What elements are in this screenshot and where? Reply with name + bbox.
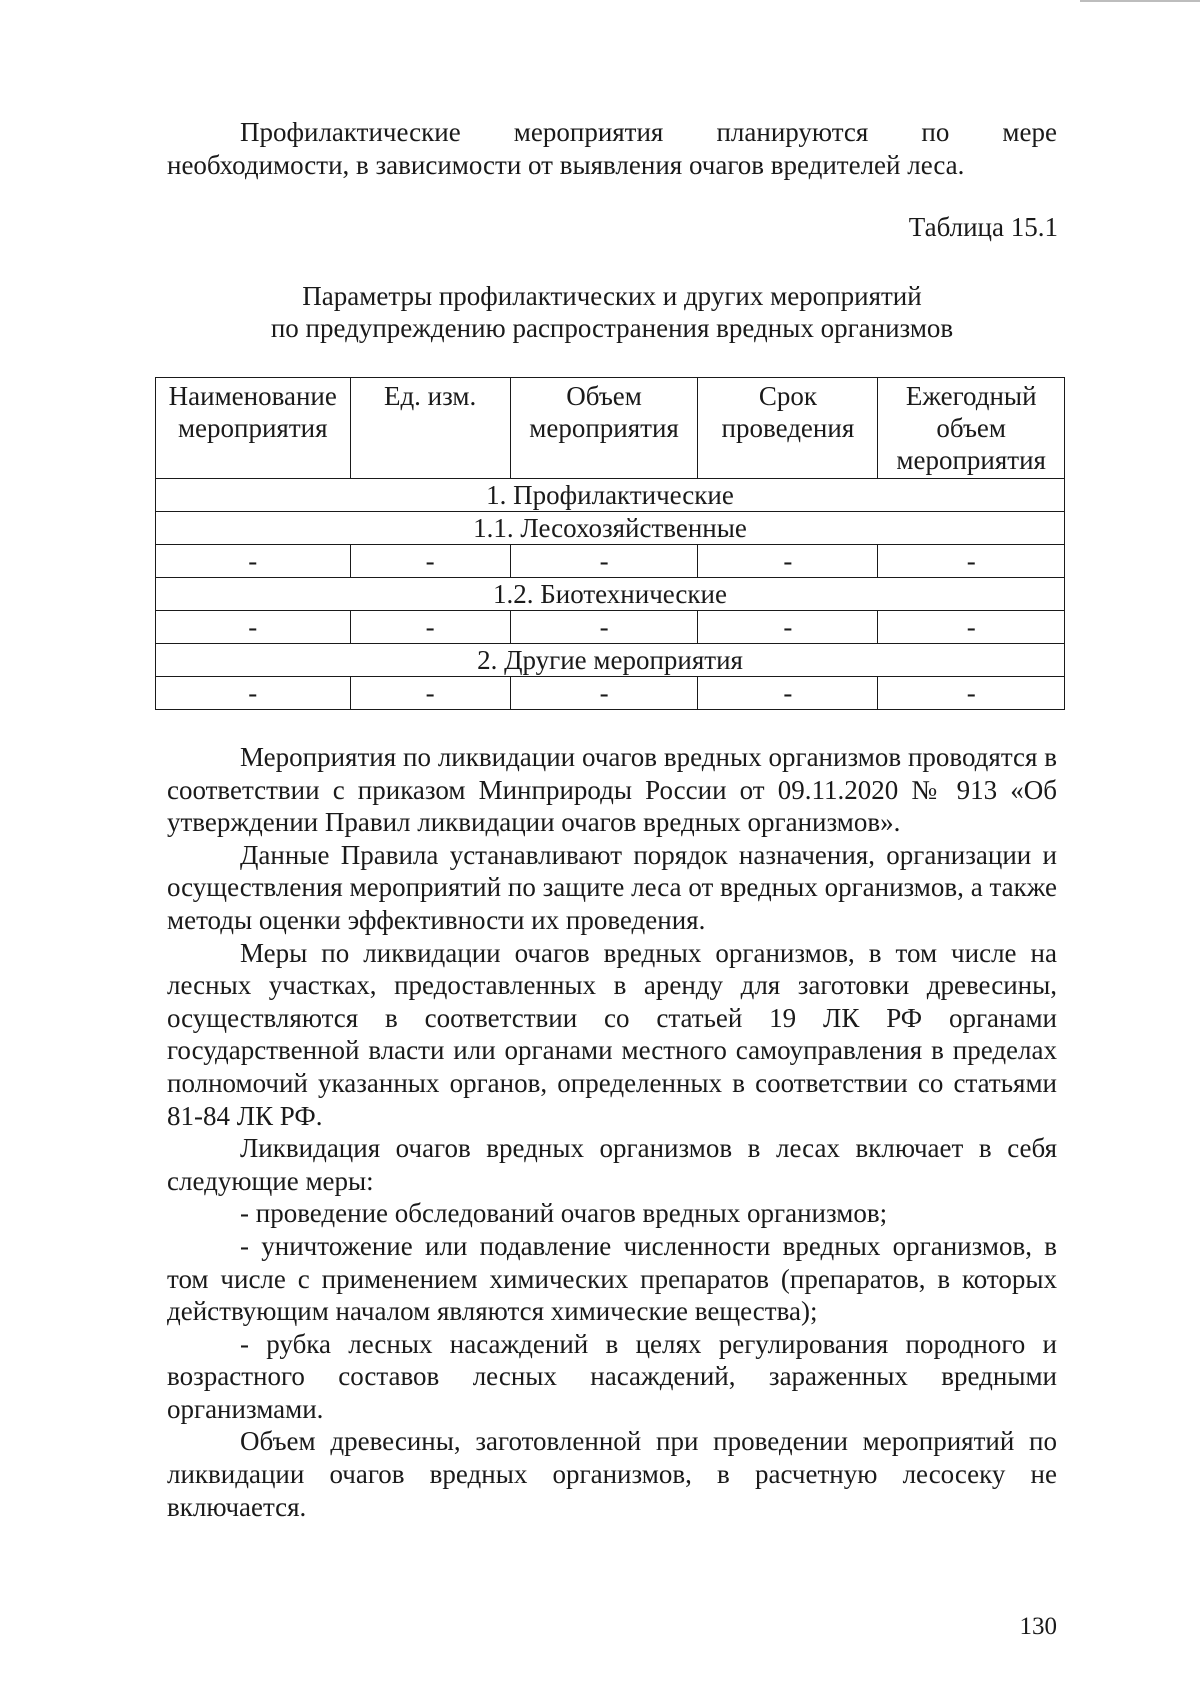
- table-cell: -: [156, 677, 351, 710]
- header-cell: Объем мероприятия: [510, 378, 698, 479]
- list-item: - проведение обследований очагов вредных организмов;: [240, 1198, 888, 1229]
- scan-edge-line: [1080, 0, 1200, 2]
- body-paragraph: Мероприятия по ликвидации очагов вредных организмов проводятся в соответствии с приказом Минприроды России от 09.11.2020 № 913 «Об утверждении Правил ликвидации очагов вредных организмов».: [167, 742, 1057, 838]
- header-cell: Ед. изм.: [350, 378, 510, 479]
- table-cell: -: [350, 677, 510, 710]
- table-cell: -: [878, 677, 1065, 710]
- table-cell: -: [350, 545, 510, 578]
- table-row: [156, 677, 1065, 710]
- table-cell: -: [698, 545, 878, 578]
- body-paragraph: Объем древесины, заготовленной при проведении мероприятий по ликвидации очагов вредных организмов, в расчетную лесосеку не включается.: [167, 1426, 1057, 1522]
- table-cell: -: [878, 545, 1065, 578]
- table-header-row: [156, 378, 1065, 479]
- section-title: 1. Профилактические: [156, 479, 1065, 512]
- table-label: Таблица 15.1: [908, 212, 1058, 242]
- table-cell: -: [156, 545, 351, 578]
- body-paragraph: Ликвидация очагов вредных организмов в лесах включает в себя следующие меры:: [167, 1133, 1057, 1196]
- page-number: 130: [1019, 1613, 1057, 1640]
- section-title: 2. Другие мероприятия: [156, 644, 1065, 677]
- table-cell: -: [510, 545, 698, 578]
- body-text: [167, 741, 1057, 1523]
- table-cell: -: [510, 677, 698, 710]
- table-section-row: [156, 644, 1065, 677]
- table-row: [156, 545, 1065, 578]
- list-item: - уничтожение или подавление численности вредных организмов, в том числе с применением химических препаратов (препаратов, в которых действующим началом являются химические вещества);: [167, 1230, 1057, 1327]
- table-section-row: [156, 479, 1065, 512]
- intro-paragraph-block: [167, 116, 1057, 181]
- table-cell: -: [698, 677, 878, 710]
- table-cell: -: [350, 611, 510, 644]
- table-section-row: [156, 578, 1065, 611]
- table-cell: -: [156, 611, 351, 644]
- intro-paragraph: Профилактические мероприятия планируются по мере необходимости, в зависимости от выявления очагов вредителей леса.: [167, 117, 1057, 180]
- header-cell: Срок проведения: [698, 378, 878, 479]
- table-row: [156, 611, 1065, 644]
- table-cell: -: [878, 611, 1065, 644]
- body-paragraph: Данные Правила устанавливают порядок назначения, организации и осуществления мероприятий по защите леса от вредных организмов, а также методы оценки эффективности их проведения.: [167, 839, 1057, 935]
- table-title-line-1: Параметры профилактических и других мероприятий: [302, 281, 922, 311]
- section-title: 1.1. Лесохозяйственные: [156, 512, 1065, 545]
- list-item: - рубка лесных насаждений в целях регулирования породного и возрастного составов лесных насаждений, зараженных вредными организмами.: [167, 1328, 1057, 1424]
- section-title: 1.2. Биотехнические: [156, 578, 1065, 611]
- table-title: [167, 280, 1057, 344]
- table-title-line-2: по предупреждению распространения вредных организмов: [270, 313, 954, 343]
- measures-table: [155, 377, 1065, 710]
- table-cell: -: [510, 611, 698, 644]
- table-cell: -: [698, 611, 878, 644]
- header-cell: Ежегодный объем мероприятия: [878, 378, 1065, 479]
- table-section-row: [156, 512, 1065, 545]
- body-paragraph: Меры по ликвидации очагов вредных организмов, в том числе на лесных участках, предоставленных в аренду для заготовки древесины, осуществляются в соответствии со статьей 19 ЛК РФ органами государственной власти или органами местного самоуправления в пределах полномочий указанных органов, определенных в соответствии со статьями 81-84 ЛК РФ.: [167, 937, 1057, 1131]
- header-cell: Наименование мероприятия: [156, 378, 351, 479]
